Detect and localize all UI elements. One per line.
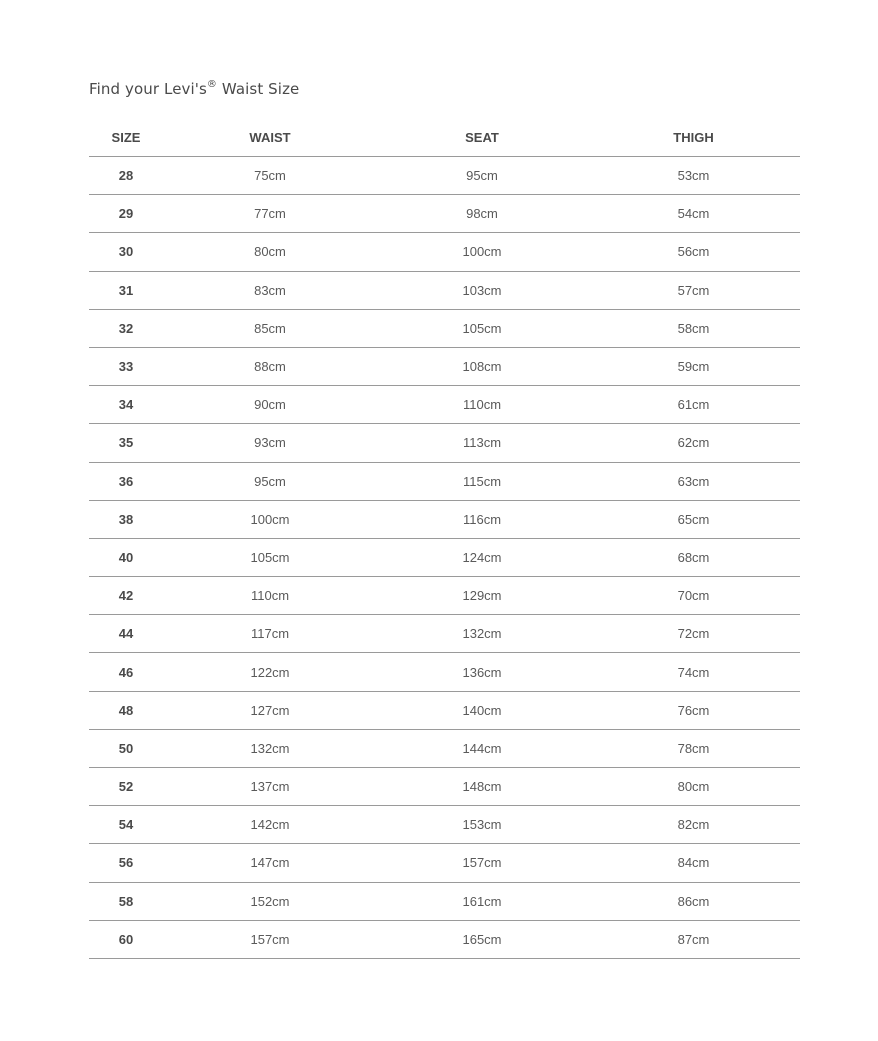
seat-cell: 157cm [377, 844, 587, 882]
waist-cell: 122cm [163, 653, 377, 691]
size-cell: 35 [89, 424, 163, 462]
table-row [89, 691, 800, 729]
waist-cell: 110cm [163, 577, 377, 615]
waist-cell: 85cm [163, 309, 377, 347]
waist-cell: 132cm [163, 729, 377, 767]
waist-cell: 77cm [163, 195, 377, 233]
waist-size-table [89, 118, 800, 959]
seat-cell: 161cm [377, 882, 587, 920]
size-cell: 30 [89, 233, 163, 271]
size-cell: 52 [89, 768, 163, 806]
waist-cell: 127cm [163, 691, 377, 729]
seat-cell: 113cm [377, 424, 587, 462]
size-cell: 54 [89, 806, 163, 844]
size-cell: 31 [89, 271, 163, 309]
thigh-cell: 82cm [587, 806, 800, 844]
waist-cell: 80cm [163, 233, 377, 271]
header-seat: SEAT [377, 118, 587, 157]
table-row [89, 271, 800, 309]
thigh-cell: 59cm [587, 347, 800, 385]
waist-cell: 95cm [163, 462, 377, 500]
seat-cell: 95cm [377, 157, 587, 195]
size-cell: 58 [89, 882, 163, 920]
seat-cell: 148cm [377, 768, 587, 806]
size-cell: 40 [89, 538, 163, 576]
thigh-cell: 57cm [587, 271, 800, 309]
table-row [89, 729, 800, 767]
seat-cell: 144cm [377, 729, 587, 767]
waist-cell: 100cm [163, 500, 377, 538]
table-row [89, 806, 800, 844]
size-cell: 34 [89, 386, 163, 424]
table-row [89, 233, 800, 271]
thigh-cell: 63cm [587, 462, 800, 500]
header-waist: WAIST [163, 118, 377, 157]
page-title [89, 80, 299, 98]
waist-cell: 142cm [163, 806, 377, 844]
thigh-cell: 78cm [587, 729, 800, 767]
seat-cell: 105cm [377, 309, 587, 347]
thigh-cell: 76cm [587, 691, 800, 729]
thigh-cell: 61cm [587, 386, 800, 424]
seat-cell: 116cm [377, 500, 587, 538]
thigh-cell: 74cm [587, 653, 800, 691]
waist-cell: 152cm [163, 882, 377, 920]
table-row [89, 538, 800, 576]
size-cell: 28 [89, 157, 163, 195]
table-row [89, 653, 800, 691]
table-row [89, 920, 800, 958]
table-row [89, 768, 800, 806]
size-cell: 50 [89, 729, 163, 767]
table-row [89, 500, 800, 538]
table-row [89, 386, 800, 424]
table-row [89, 347, 800, 385]
seat-cell: 100cm [377, 233, 587, 271]
size-cell: 32 [89, 309, 163, 347]
seat-cell: 124cm [377, 538, 587, 576]
seat-cell: 115cm [377, 462, 587, 500]
title-suffix: Waist Size [217, 80, 300, 98]
seat-cell: 140cm [377, 691, 587, 729]
size-cell: 42 [89, 577, 163, 615]
table-row [89, 577, 800, 615]
thigh-cell: 80cm [587, 768, 800, 806]
size-cell: 33 [89, 347, 163, 385]
seat-cell: 153cm [377, 806, 587, 844]
seat-cell: 129cm [377, 577, 587, 615]
waist-cell: 137cm [163, 768, 377, 806]
waist-cell: 75cm [163, 157, 377, 195]
seat-cell: 136cm [377, 653, 587, 691]
registered-mark: ® [206, 79, 218, 90]
waist-cell: 105cm [163, 538, 377, 576]
header-thigh: THIGH [587, 118, 800, 157]
waist-cell: 83cm [163, 271, 377, 309]
size-cell: 38 [89, 500, 163, 538]
thigh-cell: 70cm [587, 577, 800, 615]
title-text: Find your Levi's [89, 80, 207, 98]
waist-cell: 93cm [163, 424, 377, 462]
size-cell: 44 [89, 615, 163, 653]
size-cell: 46 [89, 653, 163, 691]
size-cell: 29 [89, 195, 163, 233]
thigh-cell: 62cm [587, 424, 800, 462]
waist-cell: 157cm [163, 920, 377, 958]
table-row [89, 462, 800, 500]
thigh-cell: 68cm [587, 538, 800, 576]
waist-cell: 90cm [163, 386, 377, 424]
size-cell: 36 [89, 462, 163, 500]
table-row [89, 424, 800, 462]
size-cell: 56 [89, 844, 163, 882]
thigh-cell: 56cm [587, 233, 800, 271]
seat-cell: 103cm [377, 271, 587, 309]
seat-cell: 108cm [377, 347, 587, 385]
table-row [89, 844, 800, 882]
thigh-cell: 84cm [587, 844, 800, 882]
seat-cell: 165cm [377, 920, 587, 958]
thigh-cell: 54cm [587, 195, 800, 233]
header-size: SIZE [89, 118, 163, 157]
size-cell: 48 [89, 691, 163, 729]
thigh-cell: 65cm [587, 500, 800, 538]
thigh-cell: 72cm [587, 615, 800, 653]
thigh-cell: 86cm [587, 882, 800, 920]
table-row [89, 615, 800, 653]
table-body [89, 157, 800, 959]
seat-cell: 110cm [377, 386, 587, 424]
thigh-cell: 53cm [587, 157, 800, 195]
table-header-row [89, 118, 800, 157]
seat-cell: 132cm [377, 615, 587, 653]
table-row [89, 309, 800, 347]
waist-cell: 88cm [163, 347, 377, 385]
thigh-cell: 58cm [587, 309, 800, 347]
size-cell: 60 [89, 920, 163, 958]
table-row [89, 882, 800, 920]
thigh-cell: 87cm [587, 920, 800, 958]
seat-cell: 98cm [377, 195, 587, 233]
table-row [89, 195, 800, 233]
waist-cell: 147cm [163, 844, 377, 882]
waist-cell: 117cm [163, 615, 377, 653]
table-row [89, 157, 800, 195]
